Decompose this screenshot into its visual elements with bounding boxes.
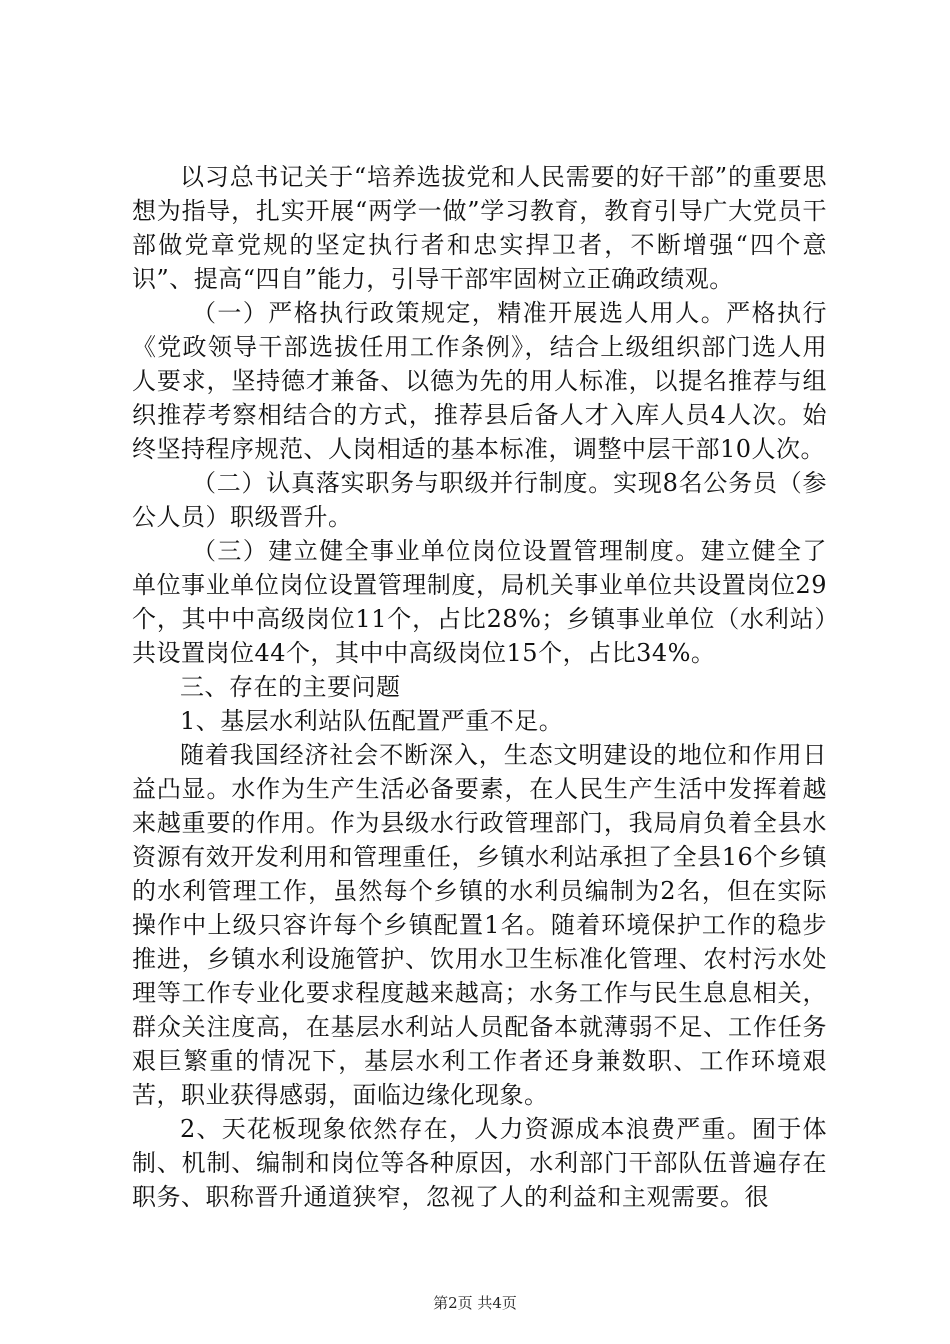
paragraph-guiding-thought: 以习总书记关于“培养选拔党和人民需要的好干部”的重要思想为指导，扎实开展“两学一做”学习教育，教育引导广大党员干部做党章党规的坚定执行者和忠实捍卫者，不断增强“四个意识”、提高“四自”能力，引导干部牢固树立正确政绩观。 [132,163,827,293]
paragraph-item-1: （一）严格执行政策规定，精准开展选人用人。严格执行《党政领导干部选拔任用工作条例》，结合上级组织部门选人用人要求，坚持德才兼备、以德为先的用人标准，以提名推荐与组织推荐考察相结合的方式，推荐县后备人才入库人员4人次。始终坚持程序规范、人岗相适的基本标准，调整中层干部10人次。 [132,299,827,463]
paragraph-problem-1-detail: 随着我国经济社会不断深入，生态文明建设的地位和作用日益凸显。水作为生产生活必备要素，在人民生产生活中发挥着越来越重要的作用。作为县级水行政管理部门，我局肩负着全县水资源有效开发利用和管理重任，乡镇水利站承担了全县16个乡镇的水利管理工作，虽然每个乡镇的水利员编制为2名，但在实际操作中上级只容许每个乡镇配置1名。随着环境保护工作的稳步推进，乡镇水利设施管护、饮用水卫生标准化管理、农村污水处理等工作专业化要求程度越来越高；水务工作与民生息息相关，群众关注度高，在基层水利站人员配备本就薄弱不足、工作任务艰巨繁重的情况下，基层水利工作者还身兼数职、工作环境艰苦，职业获得感弱，面临边缘化现象。 [132,741,827,1109]
paragraph-problem-2: 2、天花板现象依然存在，人力资源成本浪费严重。囿于体制、机制、编制和岗位等各种原因，水利部门干部队伍普遍存在职务、职称晋升通道狭窄，忽视了人的利益和主观需要。很 [132,1115,827,1211]
document-body [132,160,827,1214]
subheading-problem-1: 1、基层水利站队伍配置严重不足。 [180,707,564,735]
page-footer: 第2页 共4页 [433,1294,517,1312]
section-heading-problems: 三、存在的主要问题 [180,673,401,701]
paragraph-item-2: （二）认真落实职务与职级并行制度。实现8名公务员（参公人员）职级晋升。 [132,469,827,531]
paragraph-item-3: （三）建立健全事业单位岗位设置管理制度。建立健全了单位事业单位岗位设置管理制度，局机关事业单位共设置岗位29个，其中中高级岗位11个，占比28%；乡镇事业单位（水利站）共设置岗位44个，其中中高级岗位15个，占比34%。 [132,537,827,667]
